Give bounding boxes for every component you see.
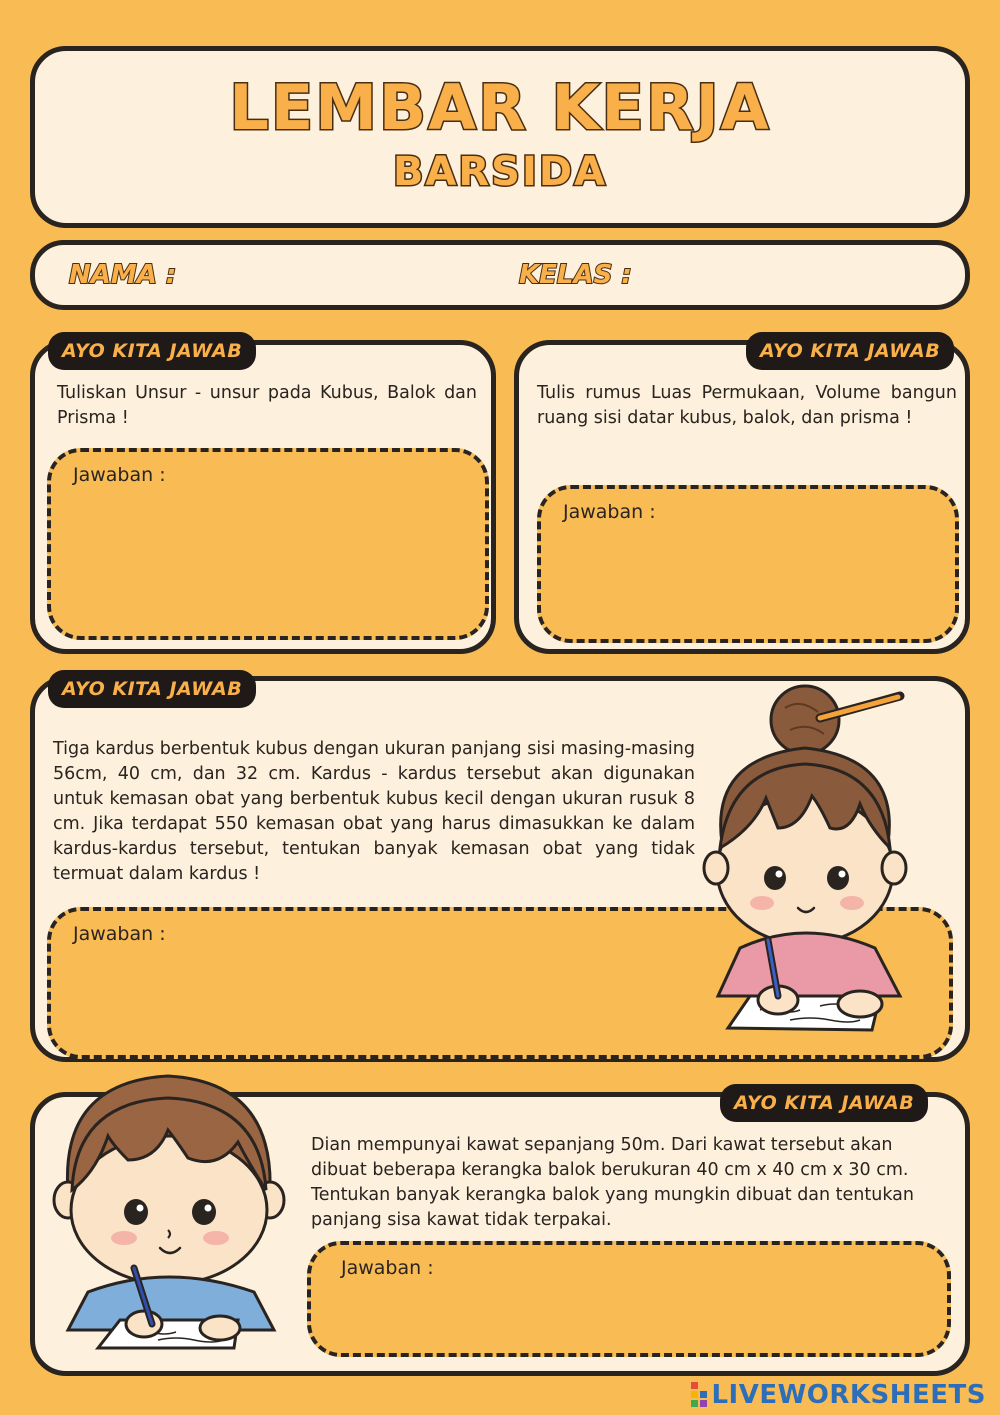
- header-card: [30, 46, 970, 228]
- answer-label-1: Jawaban :: [73, 464, 166, 486]
- question-text-1: Tuliskan Unsur - unsur pada Kubus, Balok dan Prisma !: [57, 383, 477, 428]
- question-text-2: Tulis rumus Luas Permukaan, Volume bangun ruang sisi datar kubus, balok, dan prisma !: [537, 383, 957, 428]
- worksheet-title: LEMBAR KERJA: [229, 71, 771, 144]
- boy-writing-illustration: [48, 1062, 288, 1354]
- question-text-4: Dian mempunyai kawat sepanjang 50m. Dari kawat tersebut akan dibuat beberapa kerangka balok berukuran 40 cm x 40 cm x 30 cm. Tentukan banyak kerangka balok yang mungkin dibuat dan tentukan panjang sisa kawat tidak terpakai.: [311, 1135, 914, 1230]
- answer-box-1[interactable]: [47, 448, 489, 640]
- question-tag-3: AYO KITA JAWAB: [48, 670, 256, 708]
- answer-label-2: Jawaban :: [563, 501, 656, 523]
- question-tag-4: AYO KITA JAWAB: [720, 1084, 928, 1122]
- answer-label-3: Jawaban :: [73, 923, 166, 945]
- class-input[interactable]: [635, 255, 935, 297]
- question-tag-2: AYO KITA JAWAB: [746, 332, 954, 370]
- answer-label-4: Jawaban :: [341, 1257, 434, 1279]
- identity-card: [30, 240, 970, 310]
- liveworksheets-logo-icon: [691, 1382, 707, 1408]
- liveworksheets-text: LIVEWORKSHEETS: [711, 1380, 986, 1410]
- class-label: KELAS :: [519, 260, 632, 290]
- question-card-2: [514, 340, 970, 654]
- question-card-1: [30, 340, 496, 654]
- worksheet-subtitle: BARSIDA: [392, 149, 608, 195]
- name-input[interactable]: [185, 255, 505, 297]
- answer-box-2[interactable]: [537, 485, 959, 643]
- answer-box-4[interactable]: [307, 1241, 951, 1357]
- liveworksheets-watermark[interactable]: [691, 1380, 986, 1410]
- question-text-3: Tiga kardus berbentuk kubus dengan ukuran panjang sisi masing-masing 56cm, 40 cm, dan 32 cm. Kardus - kardus tersebut akan digunakan untuk kemasan obat yang berbentuk kubus kecil dengan ukuran rusuk 8 cm. Jika terdapat 550 kemasan obat yang harus dimasukkan ke dalam kardus-kardus tersebut, tentukan banyak kemasan obat yang tidak termuat dalam kardus !: [53, 739, 695, 884]
- name-label: NAMA :: [69, 260, 177, 290]
- girl-writing-illustration: [700, 678, 925, 1050]
- question-tag-1: AYO KITA JAWAB: [48, 332, 256, 370]
